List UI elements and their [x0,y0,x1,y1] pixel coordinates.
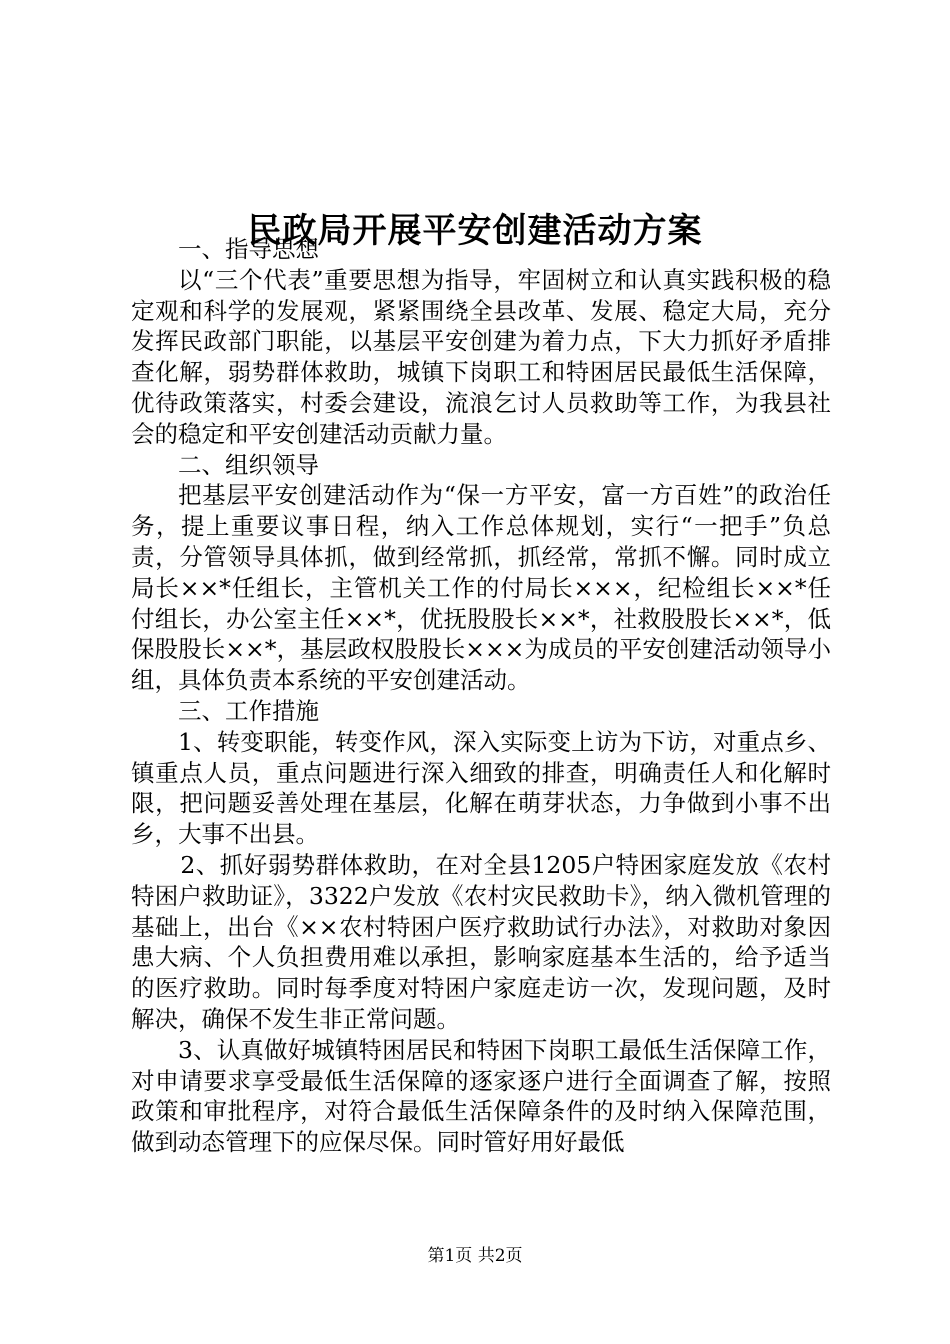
section-heading-work-measures: 三、工作措施 [178,696,319,725]
section-heading-organization: 二、组织领导 [178,450,319,479]
document-body [131,234,831,1158]
section-heading-guiding-ideology: 一、指导思想 [178,235,319,263]
paragraph-measure-2: 2、抓好弱势群体救助，在对全县1205户特困家庭发放《农村特困户救助证》，3322户发放《农村灾民救助卡》，纳入微机管理的基础上，出台《××农村特困户医疗救助试行办法》，对救助对象因患大病、个人负担费用难以承担，影响家庭基本生活的，给予适当的医疗救助。同时每季度对特困户家庭走访一次，发现问题，及时解决，确保不发生非正常问题。 [131,850,831,1033]
paragraph-measure-3: 3、认真做好城镇特困居民和特困下岗职工最低生活保障工作，对申请要求享受最低生活保障的逐家逐户进行全面调查了解，按照政策和审批程序，对符合最低生活保障条件的及时纳入保障范围，做到动态管理下的应保尽保。同时管好用好最低 [131,1035,831,1157]
paragraph-guiding-ideology: 以“三个代表”重要思想为指导，牢固树立和认真实践积极的稳定观和科学的发展观，紧紧围绕全县改革、发展、稳定大局，充分发挥民政部门职能，以基层平安创建为着力点，下大力抓好矛盾排查化解，弱势群体救助，城镇下岗职工和特困居民最低生活保障，优待政策落实，村委会建设，流浪乞讨人员救助等工作，为我县社会的稳定和平安创建活动贡献力量。 [131,265,831,448]
document-title: 民政局开展平安创建活动方案 [247,210,703,251]
page-number-footer: 第1页 共2页 [427,1246,523,1266]
paragraph-organization: 把基层平安创建活动作为“保一方平安，富一方百姓”的政治任务，提上重要议事日程，纳入工作总体规划，实行“一把手”负总责，分管领导具体抓，做到经常抓，抓经常，常抓不懈。同时成立局长××*任组长，主管机关工作的付局长×××，纪检组长××*任付组长，办公室主任××*，优抚股股长××*，社救股股长××*，低保股股长××*，基层政权股股长×××为成员的平安创建活动领导小组，具体负责本系统的平安创建活动。 [131,481,831,695]
paragraph-measure-1: 1、转变职能，转变作风，深入实际变上访为下访，对重点乡、镇重点人员，重点问题进行深入细致的排查，明确责任人和化解时限，把问题妥善处理在基层，化解在萌芽状态，力争做到小事不出乡，大事不出县。 [131,727,831,849]
